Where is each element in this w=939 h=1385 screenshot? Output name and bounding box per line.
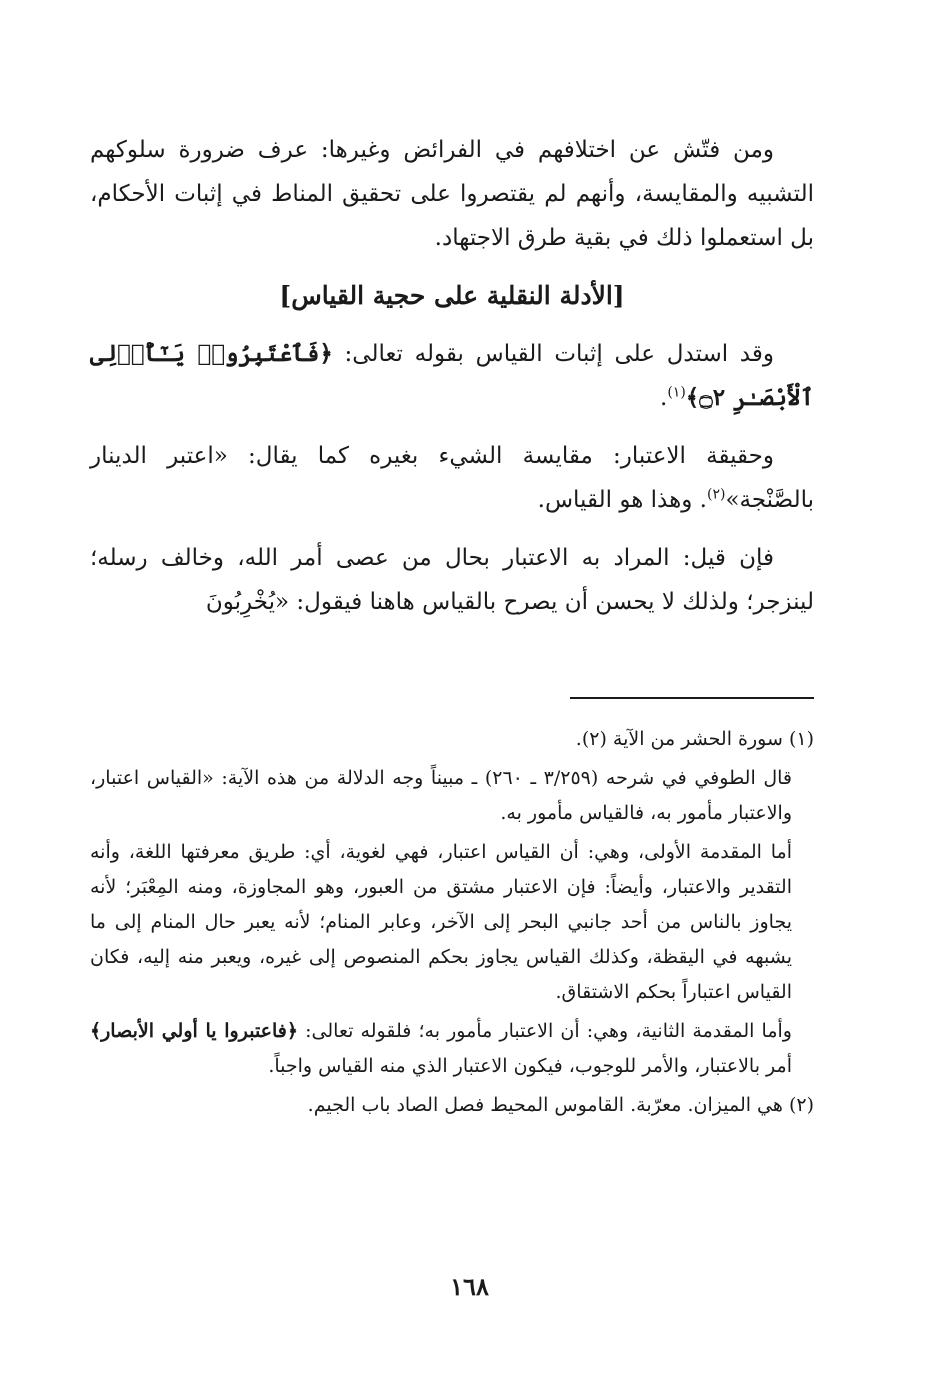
paragraph-2-end: . [660, 385, 668, 411]
footnote-1-quote-a: قال الطوفي في شرحه (٣/٢٥٩ ـ ٢٦٠) ـ مبيناً وجه الدلالة من هذه الآية: «القياس اعتبار، والاعتبار مأمور به، فالقياس مأمور به. [90, 767, 792, 824]
footnote-2: (٢) هي الميزان. معرّبة. القاموس المحيط فصل الصاد باب الجيم. [307, 1094, 814, 1116]
quran-verse: ﴿فَٱعْتَبِرُوا۟ يَـٰٓأُو۟لِى ٱلْأَبْصَـٰرِ ۝٢﴾ [90, 340, 814, 411]
footnote-1-quote-c-end: أمر بالاعتبار، والأمر للوجوب، فيكون الاعتبار الذي منه القياس واجباً. [268, 1055, 792, 1077]
footnote-ref-1[interactable]: (١) [667, 384, 686, 401]
footnotes [90, 722, 814, 1127]
main-text [90, 128, 814, 638]
section-heading: [الأدلة النقلية على حجية القياس] [279, 281, 625, 310]
footnote-1-quote-b: أما المقدمة الأولى، وهي: أن القياس اعتبار، فهي لغوية، أي: طريق معرفتها اللغة، وأنه التقدير والاعتبار، وأيضاً: فإن الاعتبار مشتق من العبور، وهو المجاوزة، ومنه المِعْبَر؛ لأنه يجاوز بالناس من أحد جانبي البحر إلى الآخر، وعابر المنام؛ لأنه يعبر حال المنام إلى ما يشبهه في اليقظة، وكذلك القياس يجاوز بحكم المنصوص إلى غيره، ويعبر منه إليه، فكان القياس اعتباراً بحكم الاشتقاق. [90, 841, 792, 1003]
paragraph-3 [90, 434, 814, 522]
paragraph-1-text: ومن فتّش عن اختلافهم في الفرائض وغيرها: عرف ضرورة سلوكهم التشبيه والمقايسة، وأنهم لم يقتصروا على تحقيق المناط في إثبات الأحكام، بل استعملوا ذلك في بقية طرق الاجتهاد. [90, 137, 814, 251]
paragraph-4 [90, 536, 814, 624]
footnote-1-quote-c [90, 1014, 814, 1084]
paragraph-4-text: فإن قيل: المراد به الاعتبار بحال من عصى أمر الله، وخالف رسله؛ لينزجر؛ ولذلك لا يحسن أن يصرح بالقياس هاهنا فيقول: «يُخْرِبُونَ [90, 545, 814, 615]
paragraph-1 [90, 128, 814, 260]
footnote-1: (١) سورة الحشر من الآية (٢). [575, 728, 814, 750]
paragraph-2 [90, 332, 814, 420]
page-number: ١٦٨ [450, 1272, 489, 1301]
footnote-verse: ﴿فاعتبروا يا أولي الأبصار﴾ [90, 1020, 299, 1042]
paragraph-2-text: وقد استدل على إثبات القياس بقوله تعالى: [332, 341, 774, 367]
footnote-ref-2[interactable]: (٢) [706, 486, 726, 503]
footnote-1-quote-c-text: وأما المقدمة الثانية، وهي: أن الاعتبار مأمور به؛ فلقوله تعالى: [298, 1020, 792, 1042]
paragraph-3-end: . وهذا هو القياس. [537, 487, 707, 513]
paragraph-3-text: وحقيقة الاعتبار: مقايسة الشيء بغيره كما يقال: «اعتبر الدينار بالصَّنْجة» [90, 443, 814, 513]
footnote-separator [570, 697, 814, 699]
